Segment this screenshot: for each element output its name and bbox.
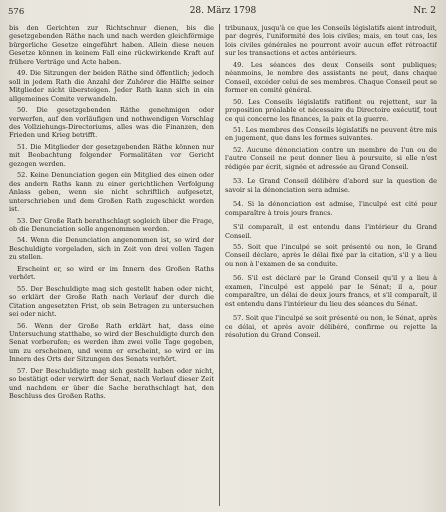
german-column: [9, 24, 214, 508]
german-paragraph: 55. Der Beschuldigte mag sich gestellt haben oder nicht, so erklärt der Große Rath nach Verlauf der durch die Citation angesetzten Frist, ob sein Betragen zu untersuchen sei oder nicht.: [9, 284, 214, 319]
french-paragraph: S'il comparaît, il est entendu dans l'intérieur du Grand Conseil.: [225, 223, 437, 240]
french-paragraph: 56. S'il est déclaré par le Grand Conseil qu'il y a lieu à examen, l'inculpé est appelé par le Sénat; il a, pour comparaître, un délai de deux jours francs, et s'il comparaît, il est entendu dans l'intérieur du lieu des séances du Sénat.: [225, 274, 437, 308]
french-paragraph: 53. Le Grand Conseil délibère d'abord sur la question de savoir si la dénonciation sera admise.: [225, 177, 437, 194]
german-paragraph: 52. Keine Denunciation gegen ein Mitglied des einen oder des andern Raths kann zu einer gerichtlichen Verfolgung Anlass geben, wenn sie nicht schriftlich aufgesetzt, unterschrieben und dem Großen Rath zugeschickt worden ist.: [9, 171, 214, 214]
french-paragraph: 52. Aucune dénonciation contre un membre de l'un ou de l'autre Conseil ne peut donner lieu à poursuite, si elle n'est rédigée par écrit, signée et adressée au Grand Conseil.: [225, 145, 437, 171]
french-paragraph: 57. Soit que l'inculpé se soit présenté ou non, le Sénat, après ce délai, et après avoir délibéré, confirme ou rejette la résolution du Grand Conseil.: [225, 314, 437, 340]
french-paragraph: tribunaux, jusqu'à ce que les Conseils législatifs aient introduit, par degrés, l'uniformité des lois civiles; mais, en tout cas, les lois civiles générales ne pourront avoir aucun effet rétroactif sur les transactions et actes antérieurs.: [225, 24, 437, 58]
french-column: [225, 24, 437, 508]
french-paragraph: 51. Les membres des Conseils législatifs ne peuvent être mis en jugement, que dans les formes suivantes.: [225, 125, 437, 143]
german-paragraph: bis den Gerichten zur Richtschnur dienen, bis die gesetzgebenden Räthe nach und nach werden gleichförmige bürgerliche Gesetze eingeführt haben. Allein diese neuen Gesetze können in keinem Fall eine rückwirkende Kraft auf frühere Verträge und Acte haben.: [9, 24, 214, 66]
column-divider: [219, 24, 220, 506]
french-paragraph: 54. Si la dénonciation est admise, l'inculpé est cité pour comparaître à trois jours francs.: [225, 200, 437, 217]
issue-number: Nr. 2: [413, 6, 436, 16]
german-paragraph: 54. Wenn die Denunciation angenommen ist, so wird der Beschuldigte vorgeladen, sich in Zeit von drei vollen Tagen zu stellen.: [9, 236, 214, 262]
french-paragraph: 49. Les séances des deux Conseils sont publiques; néanmoins, le nombre des assistants ne peut, dans chaque Conseil, excéder celui de ses membres. Chaque Conseil peut se former en comité général.: [225, 60, 437, 95]
german-paragraph: 57. Der Beschuldigte mag sich gestellt haben oder nicht, so bestätigt oder verwirft der Senat, nach Verlauf dieser Zeit und nachdem er über die Sache berathschlagt hat, den Beschluss des Großen Raths.: [9, 366, 214, 401]
french-paragraph: 50. Les Conseils législatifs ratifient ou rejettent, sur la proposition préalable et nécessaire du Directoire exécutif, tout ce qui concerne les finances, la paix et la guerre.: [225, 97, 437, 123]
page-header: [8, 6, 438, 20]
german-paragraph: 50. Die gesetzgebenden Räthe genehmigen oder verwerfen, auf den vorläufigen und nothwendigen Vorschlag des Vollziehungs-Directoriums, alles was die Finanzen, den Frieden und Krieg betrifft.: [9, 106, 214, 140]
german-paragraph: 56. Wenn der Große Rath erklärt hat, dass eine Untersuchung statthabe, so wird der Beschuldigte durch den Senat vorberufen; es werden ihm zwei volle Tage gegeben, um zu erscheinen, und wenn er erscheint, so wird er im Innern des Orts der Sitzungen des Senats verhört.: [9, 321, 214, 364]
german-paragraph: 49. Die Sitzungen der beiden Räthe sind öffentlich; jedoch soll in jedem Rath die Anzahl der Zuhörer die Hälfte seiner Mitglieder nicht übersteigen. Jeder Rath kann sich in ein allgemeines Comite verwandeln.: [9, 69, 214, 103]
german-paragraph: Erscheint er, so wird er im Innern des Großen Raths verhört.: [9, 264, 214, 282]
french-paragraph: 55. Soit que l'inculpé se soit présenté ou non, le Grand Conseil déclare, après le délai fixé par la citation, s'il y a lieu ou non à l'examen de sa conduite.: [225, 242, 437, 268]
page-date: 28. März 1798: [189, 6, 257, 16]
german-paragraph: 53. Der Große Rath berathschlagt sogleich über die Frage, ob die Denunciation solle angenommen werden.: [9, 216, 214, 233]
german-paragraph: 51. Die Mitglieder der gesetzgebenden Räthe können nur mit Beobachtung folgender Formalitäten vor Gericht gezogen werden.: [9, 142, 214, 168]
page-number: 576: [8, 7, 25, 17]
